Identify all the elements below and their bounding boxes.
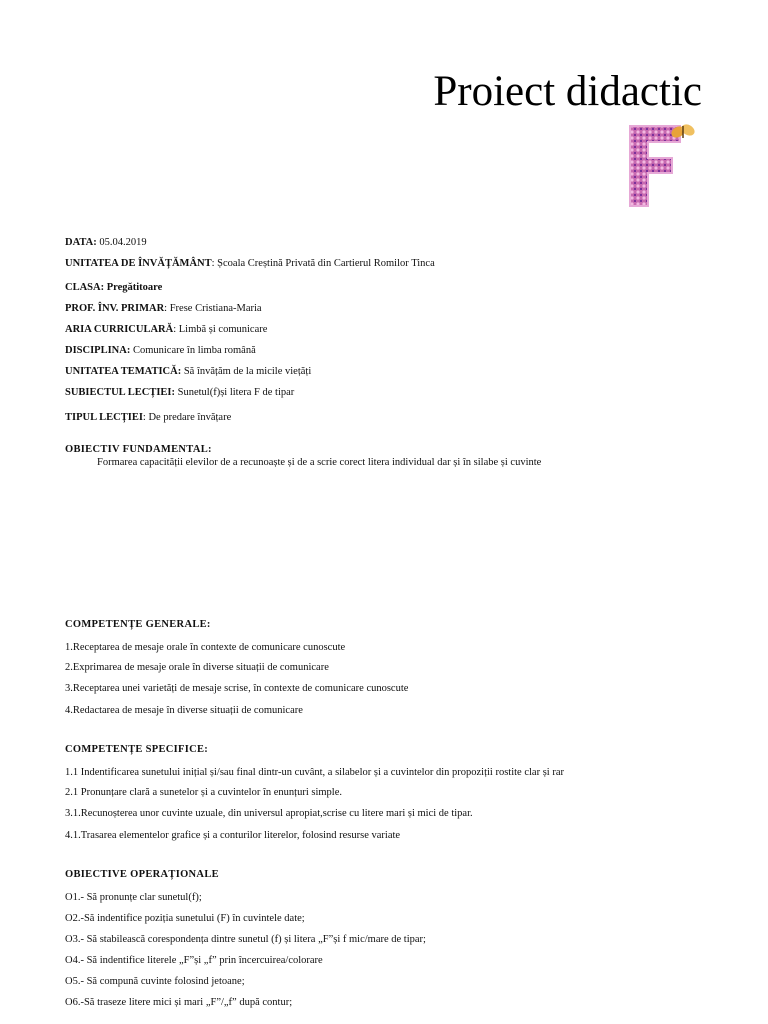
field-value: Comunicare în limba română bbox=[130, 345, 256, 356]
list-item: O4.- Să indentifice literele „F”și „f” prin încercuirea/colorare bbox=[65, 955, 323, 966]
field-label: SUBIECTUL LECȚIEI: bbox=[65, 387, 175, 398]
competente-generale-heading: COMPETENȚE GENERALE: bbox=[65, 619, 211, 630]
obiectiv-fundamental-text: Formarea capacității elevilor de a recunoaște și de a scrie corect litera individual dar și în silabe și cuvinte bbox=[97, 457, 542, 468]
list-item: 1.Receptarea de mesaje orale în contexte de comunicare cunoscute bbox=[65, 642, 346, 653]
field-label: DATA: bbox=[65, 237, 97, 248]
field-label: TIPUL LECȚIEI bbox=[65, 412, 143, 423]
field-label: CLASA: Pregătitoare bbox=[65, 282, 163, 293]
list-item: O6.-Să traseze litere mici și mari „F”/„f” după contur; bbox=[65, 997, 293, 1008]
list-item: 3.1.Recunoșterea unor cuvinte uzuale, din universul apropiat,scrise cu litere mari și mici de tipar. bbox=[65, 808, 473, 819]
letter-f-flower-logo bbox=[618, 118, 704, 210]
field-value: Sunetul(f)și litera F de tipar bbox=[175, 387, 295, 398]
field-unitatea bbox=[65, 257, 435, 271]
list-item: O2.-Să indentifice poziția sunetului (F) în cuvintele date; bbox=[65, 913, 305, 924]
list-item: 1.1 Indentificarea sunetului inițial și/sau final dintr-un cuvânt, a silabelor și a cuvintelor din propoziții rostite clar și rar bbox=[65, 767, 564, 778]
list-item: 4.1.Trasarea elementelor grafice și a conturilor literelor, folosind resurse variate bbox=[65, 830, 401, 841]
list-item: O5.- Să compună cuvinte folosind jetoane; bbox=[65, 976, 245, 987]
list-item: 3.Receptarea unei varietăți de mesaje scrise, în contexte de comunicare cunoscute bbox=[65, 683, 409, 694]
field-clasa bbox=[65, 281, 162, 295]
list-item: O1.- Să pronunțe clar sunetul(f); bbox=[65, 892, 202, 903]
field-unitatea-tematica bbox=[65, 365, 311, 379]
list-item: O3.- Să stabilească corespondența dintre sunetul (f) și litera „F”și f mic/mare de tipar; bbox=[65, 934, 426, 945]
field-aria bbox=[65, 323, 267, 337]
field-value: : Frese Cristiana-Maria bbox=[164, 303, 262, 314]
obiective-operationale-heading: OBIECTIVE OPERAȚIONALE bbox=[65, 869, 219, 880]
field-value: 05.04.2019 bbox=[96, 237, 147, 248]
field-value: Să învățăm de la micile viețăți bbox=[181, 366, 312, 377]
list-item: 4.Redactarea de mesaje în diverse situații de comunicare bbox=[65, 705, 303, 716]
list-item: 2.Exprimarea de mesaje orale în diverse situații de comunicare bbox=[65, 662, 329, 673]
page-title: Proiect didactic bbox=[433, 68, 702, 115]
field-prof bbox=[65, 302, 262, 316]
field-value: : Limbă și comunicare bbox=[173, 324, 268, 335]
field-tipul bbox=[65, 411, 231, 425]
field-label: DISCIPLINA: bbox=[65, 345, 131, 356]
obiectiv-fundamental-heading: OBIECTIV FUNDAMENTAL: bbox=[65, 444, 212, 455]
field-data bbox=[65, 236, 147, 250]
field-label: UNITATEA TEMATICĂ: bbox=[65, 366, 182, 377]
field-disciplina bbox=[65, 344, 256, 358]
competente-specifice-heading: COMPETENȚE SPECIFICE: bbox=[65, 744, 209, 755]
field-label: PROF. ÎNV. PRIMAR bbox=[65, 303, 165, 314]
field-label: ARIA CURRICULARĂ bbox=[65, 324, 174, 335]
list-item: 2.1 Pronunțare clară a sunetelor și a cuvintelor în enunțuri simple. bbox=[65, 787, 343, 798]
field-value: : De predare învățare bbox=[142, 412, 232, 423]
field-label: UNITATEA DE ÎNVĂȚĂMÂNT bbox=[65, 258, 212, 269]
field-value: : Școala Creștină Privată din Cartierul Romilor Tinca bbox=[211, 258, 435, 269]
field-subiect bbox=[65, 386, 294, 400]
